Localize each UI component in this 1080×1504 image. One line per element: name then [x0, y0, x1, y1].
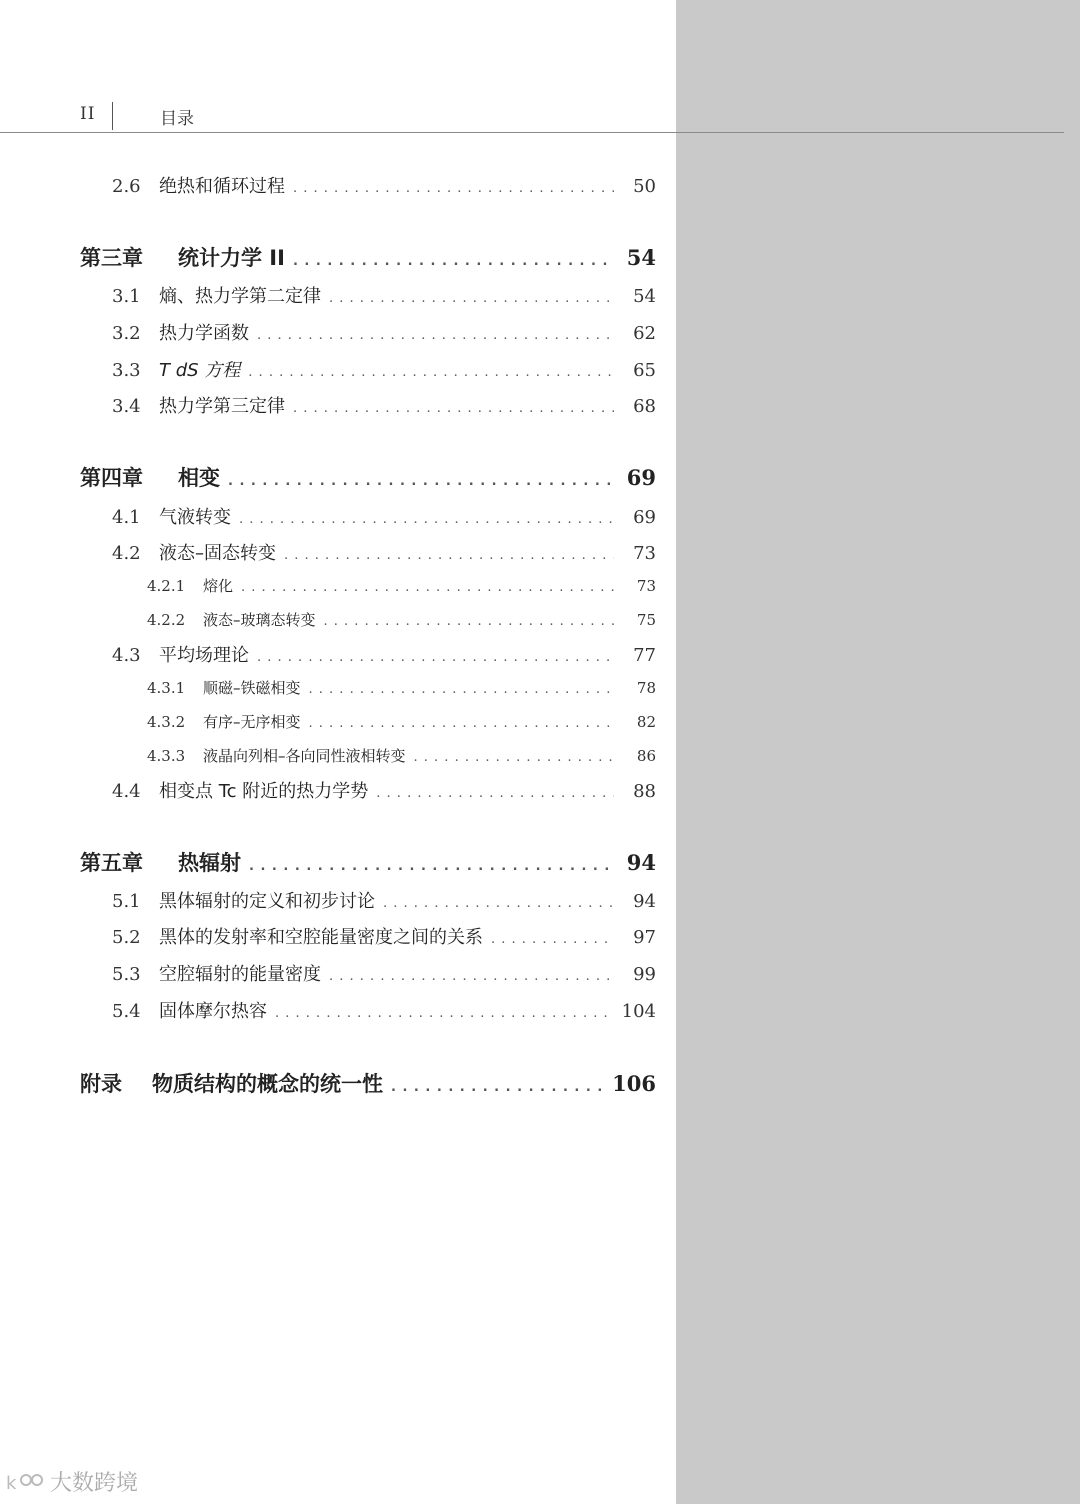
entry-title: 绝热和循环过程: [159, 176, 285, 197]
dot-leader: [376, 781, 614, 802]
toc-section[interactable]: [112, 503, 656, 529]
entry-page: 94: [633, 891, 656, 912]
toc-section[interactable]: [112, 887, 656, 913]
entry-page: 88: [633, 781, 656, 802]
entry-page: 77: [633, 645, 656, 666]
entry-number: 4.2.1: [147, 577, 186, 595]
entry-title: 热力学第三定律: [159, 396, 285, 417]
toc-section[interactable]: [112, 923, 656, 949]
entry-title: 熵、热力学第二定律: [159, 286, 321, 307]
toc-section[interactable]: [112, 997, 656, 1023]
entry-number: 4.3: [112, 645, 141, 666]
dot-leader: [275, 1001, 614, 1022]
toc-section[interactable]: [112, 356, 656, 382]
entry-title: 空腔辐射的能量密度: [159, 964, 321, 985]
toc-chapter[interactable]: [80, 847, 656, 877]
entry-page: 78: [636, 679, 656, 697]
entry-number: 4.2: [112, 543, 141, 564]
dot-leader: [228, 466, 614, 490]
dot-leader: [293, 176, 614, 197]
toc-subsection[interactable]: [147, 745, 656, 766]
toc-section[interactable]: [112, 319, 656, 345]
dot-leader: [284, 543, 614, 564]
entry-title: 液态–固态转变: [159, 543, 276, 564]
entry-number: 5.1: [112, 891, 141, 912]
entry-page: 62: [633, 323, 656, 344]
toc-appendix[interactable]: [80, 1068, 656, 1098]
dot-leader: [293, 396, 614, 417]
dot-leader: [248, 360, 614, 381]
dot-leader: [414, 747, 614, 765]
entry-number: 4.3.1: [147, 679, 186, 697]
entry-number: 4.3.3: [147, 747, 186, 765]
entry-title: 黑体辐射的定义和初步讨论: [159, 891, 375, 912]
entry-number: 4.4: [112, 781, 141, 802]
entry-page: 73: [633, 543, 656, 564]
dot-leader: [257, 323, 614, 344]
dot-leader: [391, 1072, 606, 1096]
chapter-title: 统计力学 II: [178, 246, 285, 270]
toc-subsection[interactable]: [147, 677, 656, 698]
entry-number: 4.1: [112, 507, 141, 528]
toc-section[interactable]: [112, 777, 656, 803]
dot-leader: [241, 577, 614, 595]
entry-title: 热力学函数: [159, 323, 249, 344]
chapter-page: 94: [626, 850, 656, 875]
dot-leader: [329, 286, 614, 307]
entry-number: 5.3: [112, 964, 141, 985]
chapter-title: 相变: [178, 466, 220, 490]
dot-leader: [309, 713, 614, 731]
svg-text:k: k: [6, 1472, 17, 1494]
toc-chapter[interactable]: [80, 242, 656, 272]
dot-leader: [329, 964, 614, 985]
entry-number: 5.4: [112, 1001, 141, 1022]
watermark-text: 大数跨境: [50, 1471, 139, 1496]
running-title: 目录: [160, 109, 194, 129]
chapter-number: 第三章: [80, 246, 143, 270]
dot-leader: [239, 507, 614, 528]
entry-title: 液晶向列相–各向同性液相转变: [203, 747, 406, 765]
appendix-page: 106: [612, 1071, 656, 1096]
watermark: [6, 1466, 138, 1497]
chapter-title: 热辐射: [178, 851, 241, 875]
entry-title: 固体摩尔热容: [159, 1001, 267, 1022]
entry-title: 顺磁–铁磁相变: [203, 679, 301, 697]
entry-page: 65: [633, 360, 656, 381]
toc-section[interactable]: [112, 539, 656, 565]
toc-section[interactable]: [112, 960, 656, 986]
entry-page: 50: [633, 176, 656, 197]
entry-title: 有序–无序相变: [203, 713, 301, 731]
entry-title: T dS 方程: [159, 360, 241, 381]
entry-title: 平均场理论: [159, 645, 249, 666]
entry-number: 5.2: [112, 927, 141, 948]
dot-leader: [383, 891, 614, 912]
dot-leader: [309, 679, 614, 697]
page-number: II: [80, 104, 96, 124]
entry-number: 4.3.2: [147, 713, 186, 731]
dot-leader: [249, 851, 614, 875]
dot-leader: [257, 645, 614, 666]
entry-number: 2.6: [112, 176, 141, 197]
entry-page: 69: [633, 507, 656, 528]
entry-page: 82: [636, 713, 656, 731]
entry-title: 黑体的发射率和空腔能量密度之间的关系: [159, 927, 483, 948]
entry-number: 3.3: [112, 360, 141, 381]
toc-section[interactable]: [112, 392, 656, 418]
entry-title: 气液转变: [159, 507, 231, 528]
watermark-logo-icon: [6, 1469, 46, 1495]
chapter-page: 69: [626, 465, 656, 490]
entry-title: 相变点 Tc 附近的热力学势: [159, 781, 369, 802]
entry-page: 97: [633, 927, 656, 948]
dot-leader: [491, 927, 614, 948]
entry-page: 86: [636, 747, 656, 765]
entry-page: 73: [636, 577, 656, 595]
appendix-label: 附录: [80, 1072, 122, 1096]
toc-subsection[interactable]: [147, 711, 656, 732]
toc-section[interactable]: [112, 172, 656, 198]
chapter-page: 54: [626, 245, 656, 270]
appendix-title: 物质结构的概念的统一性: [152, 1072, 383, 1096]
entry-page: 75: [636, 611, 656, 629]
entry-page: 54: [633, 286, 656, 307]
entry-page: 68: [633, 396, 656, 417]
entry-number: 3.4: [112, 396, 141, 417]
dot-leader: [324, 611, 614, 629]
entry-number: 4.2.2: [147, 611, 186, 629]
dot-leader: [293, 246, 614, 270]
gray-side-panel: [676, 0, 1080, 1504]
entry-number: 3.1: [112, 286, 141, 307]
chapter-number: 第五章: [80, 851, 143, 875]
toc-section[interactable]: [112, 641, 656, 667]
entry-page: 104: [621, 1001, 656, 1022]
entry-title: 液态–玻璃态转变: [203, 611, 316, 629]
toc-section[interactable]: [112, 282, 656, 308]
entry-title: 熔化: [203, 577, 234, 595]
chapter-number: 第四章: [80, 466, 143, 490]
entry-page: 99: [633, 964, 656, 985]
toc-subsection[interactable]: [147, 575, 656, 596]
toc-chapter[interactable]: [80, 462, 656, 492]
entry-number: 3.2: [112, 323, 141, 344]
toc-subsection[interactable]: [147, 609, 656, 630]
